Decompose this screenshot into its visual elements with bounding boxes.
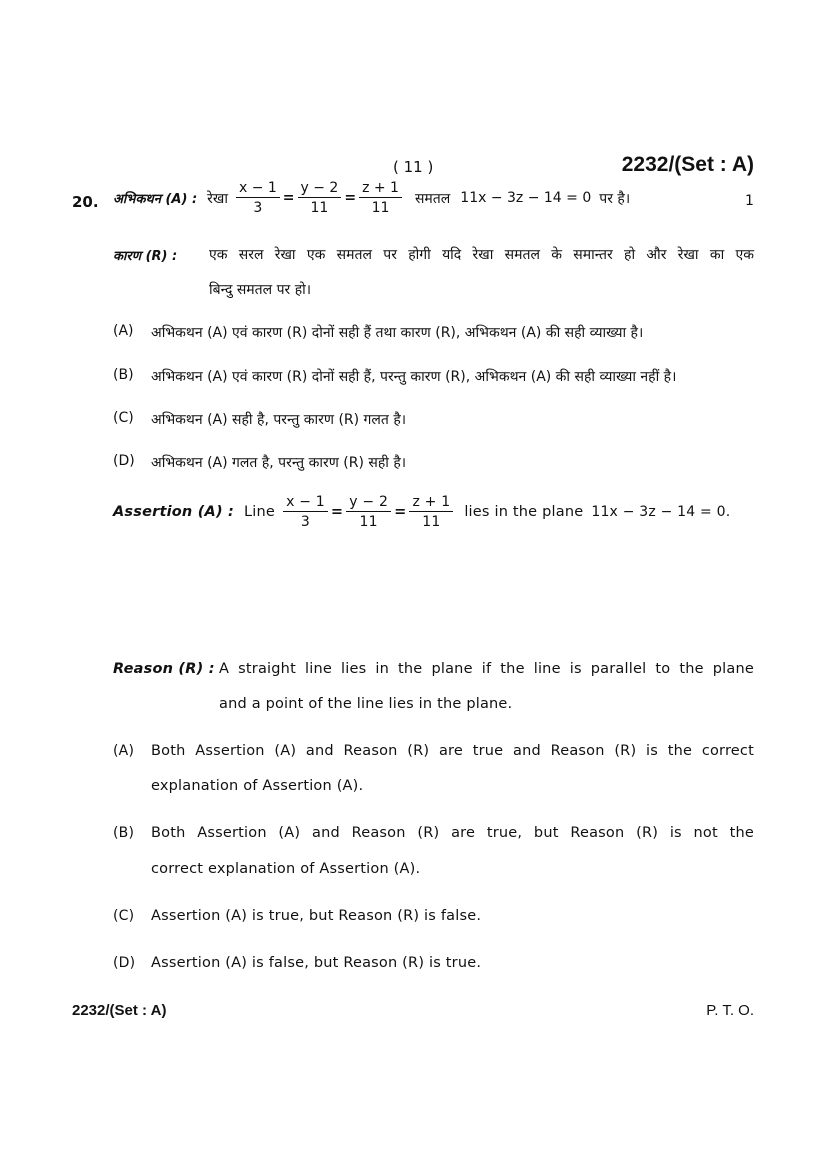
- hindi-reason-line1: एक सरल रेखा एक समतल पर होगी यदि रेखा समतल के समान्तर हो और रेखा का एक: [209, 247, 754, 263]
- fraction-y: [298, 180, 342, 216]
- fraction-z-denominator: 11: [371, 200, 390, 216]
- english-reason-label: Reason (R) :: [113, 661, 215, 677]
- fraction-x-denominator: 3: [253, 200, 263, 216]
- fraction-y: [346, 494, 391, 530]
- hindi-assertion-label: अभिकथन (A) :: [113, 192, 198, 207]
- fraction-z-numerator: z + 1: [409, 494, 453, 512]
- english-option-c-line1: Assertion (A) is true, but Reason (R) is false.: [151, 908, 482, 924]
- english-assertion: [113, 494, 730, 530]
- fraction-z: [359, 180, 402, 216]
- fraction-x: [283, 494, 328, 530]
- english-option-b-line2: correct explanation of Assertion (A).: [151, 861, 421, 877]
- english-assertion-pre: Line: [244, 504, 276, 520]
- pto-label: P. T. O.: [706, 1002, 754, 1019]
- english-option-a-line2: explanation of Assertion (A).: [151, 778, 364, 794]
- page-number: ( 11 ): [393, 158, 434, 176]
- equals-sign: =: [330, 504, 344, 520]
- english-option-a-letter: (A): [113, 743, 135, 759]
- english-reason-line1: A straight line lies in the plane if the line is parallel to the plane: [219, 661, 754, 677]
- fraction-x-numerator: x − 1: [283, 494, 328, 512]
- hindi-assertion-mid: समतल: [414, 190, 451, 207]
- hindi-option-b-text: अभिकथन (A) एवं कारण (R) दोनों सही हैं, परन्तु कारण (R), अभिकथन (A) की सही व्याख्या नहीं है।: [151, 369, 677, 385]
- paper-code-footer: 2232/(Set : A): [72, 1002, 167, 1019]
- english-assertion-post: lies in the plane: [464, 504, 584, 520]
- english-option-b-line1: Both Assertion (A) and Reason (R) are true, but Reason (R) is not the: [151, 825, 754, 841]
- hindi-option-b-letter: (B): [113, 367, 134, 383]
- english-option-d-letter: (D): [113, 955, 136, 971]
- fraction-x-denominator: 3: [300, 514, 311, 530]
- question-number: 20.: [72, 193, 99, 211]
- english-option-b-letter: (B): [113, 825, 135, 841]
- english-option-c-letter: (C): [113, 908, 135, 924]
- plane-equation-english: 11x − 3z − 14 = 0.: [591, 504, 731, 520]
- fraction-z-denominator: 11: [422, 514, 441, 530]
- english-assertion-label: Assertion (A) :: [113, 504, 235, 520]
- fraction-z-numerator: z + 1: [359, 180, 402, 198]
- equals-sign: =: [344, 190, 357, 206]
- english-option-a-line1: Both Assertion (A) and Reason (R) are true and Reason (R) is the correct: [151, 743, 754, 759]
- fraction-y-numerator: y − 2: [346, 494, 391, 512]
- fraction-x-numerator: x − 1: [236, 180, 280, 198]
- equals-sign: =: [282, 190, 295, 206]
- hindi-option-a-letter: (A): [113, 323, 134, 339]
- hindi-reason-label: कारण (R) :: [113, 249, 178, 264]
- hindi-option-c-letter: (C): [113, 410, 134, 426]
- plane-equation: 11x − 3z − 14 = 0: [460, 190, 592, 206]
- question-marks: 1: [745, 193, 754, 209]
- paper-code-header: 2232/(Set : A): [621, 153, 754, 176]
- fraction-x: [236, 180, 280, 216]
- fraction-z: [409, 494, 453, 530]
- hindi-assertion: [113, 180, 630, 216]
- english-reason-line2: and a point of the line lies in the plane.: [219, 696, 513, 712]
- equals-sign: =: [394, 504, 407, 520]
- fraction-y-denominator: 11: [310, 200, 329, 216]
- hindi-option-a-text: अभिकथन (A) एवं कारण (R) दोनों सही हैं तथा कारण (R), अभिकथन (A) की सही व्याख्या है।: [151, 325, 644, 341]
- english-option-d-line1: Assertion (A) is false, but Reason (R) is true.: [151, 955, 482, 971]
- fraction-y-numerator: y − 2: [298, 180, 342, 198]
- fraction-y-denominator: 11: [359, 514, 378, 530]
- hindi-assertion-pre: रेखा: [207, 190, 228, 207]
- hindi-option-c-text: अभिकथन (A) सही है, परन्तु कारण (R) गलत है।: [151, 412, 407, 428]
- hindi-option-d-text: अभिकथन (A) गलत है, परन्तु कारण (R) सही है।: [151, 455, 407, 471]
- hindi-reason-line2: बिन्दु समतल पर हो।: [209, 282, 312, 298]
- hindi-option-d-letter: (D): [113, 453, 135, 469]
- hindi-assertion-post: पर है।: [599, 190, 631, 207]
